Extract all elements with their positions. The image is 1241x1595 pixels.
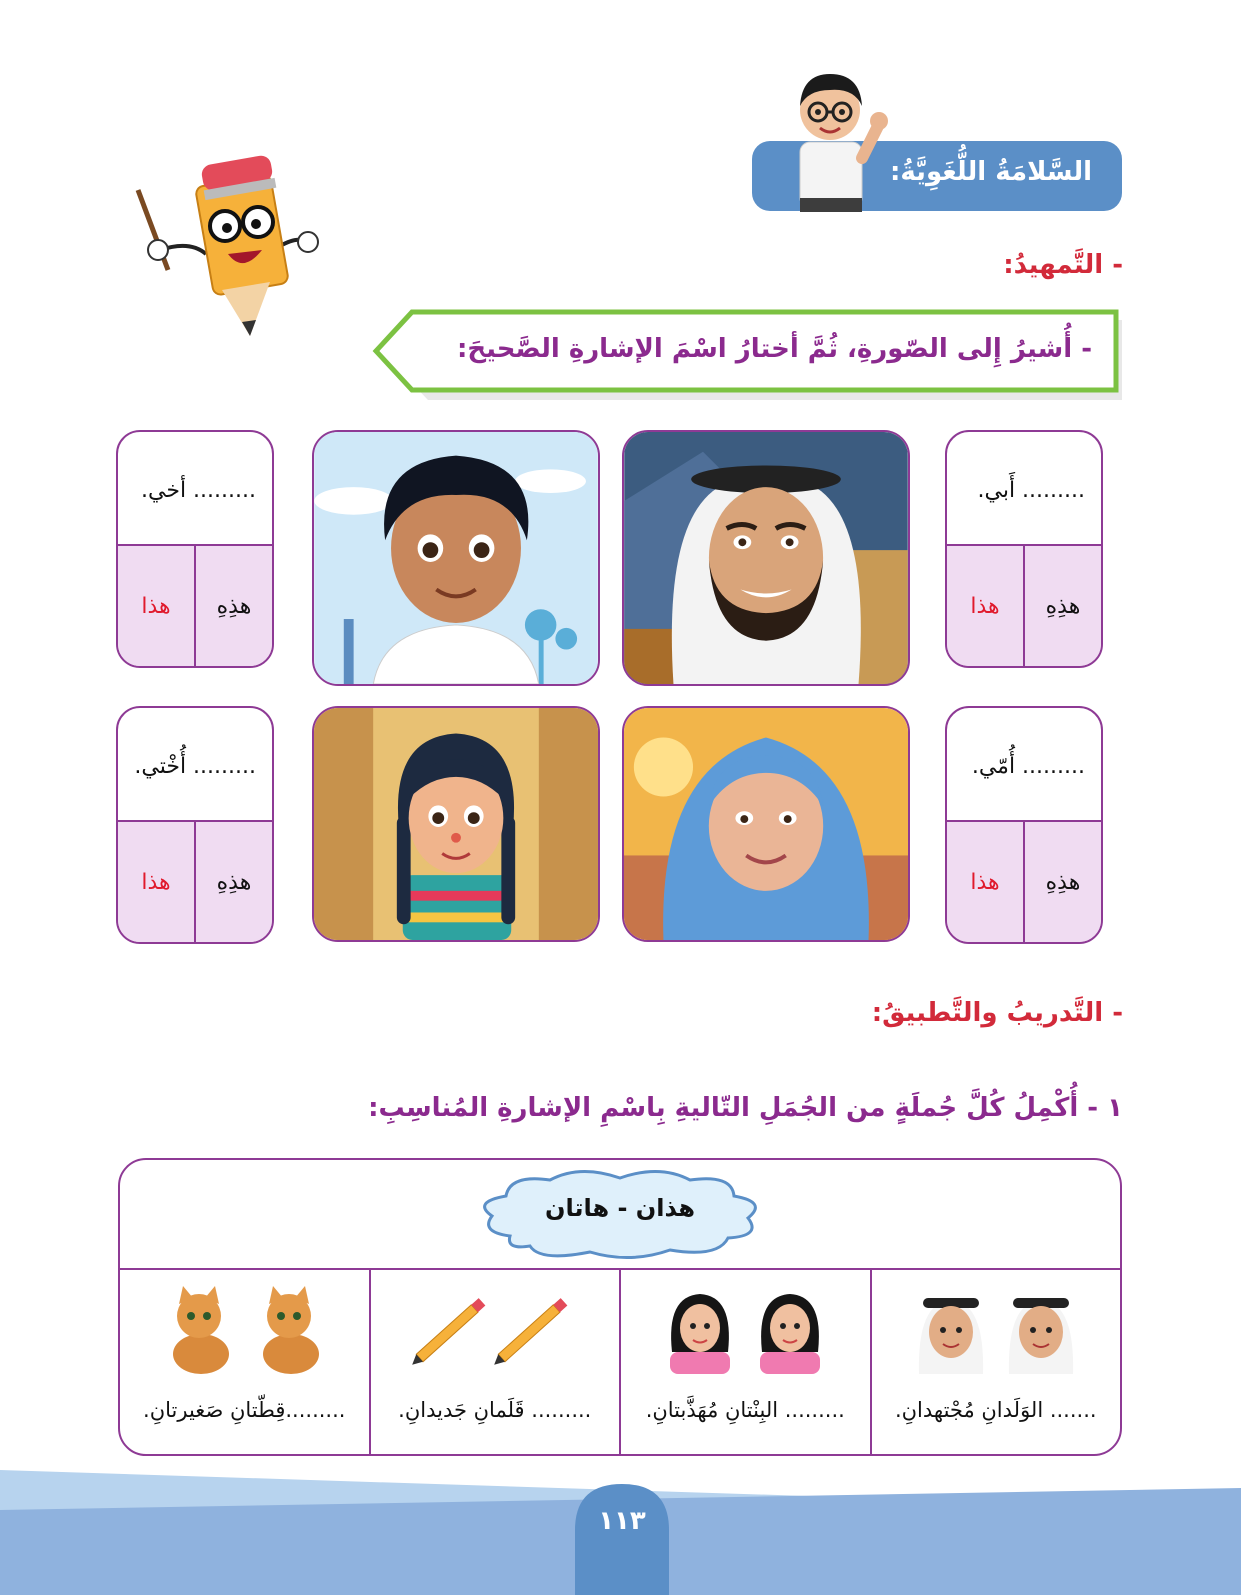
option-hadha[interactable]: هذا (970, 869, 1000, 895)
card-options (118, 544, 272, 666)
choice-card-brother (116, 430, 274, 668)
exercise-cell-pencils (369, 1270, 620, 1454)
card-options (947, 544, 1101, 666)
sister-picture (312, 706, 600, 942)
sister-illustration (314, 708, 598, 940)
boy-mascot-icon (778, 66, 888, 212)
instruction-text: - أُشيرُ إِلى الصّورةِ، ثُمَّ أختارُ اسْمَ الإشارةِ الصَّحيحَ: (457, 334, 1092, 364)
option-hadhihi[interactable]: هذِهِ (194, 822, 272, 942)
mother-picture (622, 706, 910, 942)
mother-illustration (624, 708, 908, 940)
word-choices: هذان - هاتان (544, 1194, 696, 1222)
option-hadhihi[interactable]: هذِهِ (1023, 546, 1101, 666)
instruction-box (372, 308, 1122, 403)
two-girls-icon (650, 1282, 840, 1374)
intro-heading: - التَّمهيدُ: (1003, 250, 1123, 280)
exercise-cell-cats (120, 1270, 369, 1454)
card-sentence: ......... أُمّي. (971, 754, 1085, 779)
practice-heading: - التَّدريبُ والتَّطبيقُ: (871, 998, 1123, 1028)
option-hadha[interactable]: هذا (141, 593, 171, 619)
exercise-sentence[interactable]: ......... قَلَمانِ جَديدانِ. (398, 1398, 592, 1422)
brother-illustration (314, 432, 598, 684)
choice-card-father (945, 430, 1103, 668)
two-boys-icon (901, 1282, 1091, 1374)
card-options (118, 820, 272, 942)
card-sentence: ......... أَبي. (977, 478, 1085, 503)
page-number: ١١٣ (598, 1506, 646, 1536)
father-illustration (624, 432, 908, 684)
option-hadha[interactable]: هذا (141, 869, 171, 895)
exercise-row (120, 1268, 1120, 1454)
card-sentence: ......... أخي. (141, 478, 256, 503)
exercise-sentence[interactable]: .........قِطّتانِ صَغيرتانِ. (143, 1398, 346, 1422)
exercise-cell-boys (870, 1270, 1121, 1454)
exercise-cell-girls (619, 1270, 870, 1454)
card-options (947, 820, 1101, 942)
exercise-sentence[interactable]: ......... البِنْتانِ مُهَذَّبتانِ. (645, 1398, 845, 1422)
option-hadhihi[interactable]: هذِهِ (194, 546, 272, 666)
exercise-sentence[interactable]: ....... الوَلَدانِ مُجْتهدانِ. (894, 1398, 1097, 1422)
two-pencils-icon (400, 1282, 590, 1374)
exercise-table (118, 1158, 1122, 1456)
choice-card-sister (116, 706, 274, 944)
option-hadhihi[interactable]: هذِهِ (1023, 822, 1101, 942)
card-sentence: ......... أُخْتي. (134, 754, 256, 779)
choice-card-mother (945, 706, 1103, 944)
pencil-mascot-icon (130, 150, 330, 340)
father-picture (622, 430, 910, 686)
section-title: السَّلامَةُ اللُّغَوِيَّةُ: (890, 157, 1092, 187)
two-cats-icon (149, 1282, 339, 1374)
exercise-title: ١ - أُكْمِلُ كُلَّ جُملَةٍ من الجُمَلِ التّاليةِ بِاسْمِ الإشارةِ المُناسِبِ: (368, 1093, 1123, 1123)
brother-picture (312, 430, 600, 686)
option-hadha[interactable]: هذا (970, 593, 1000, 619)
